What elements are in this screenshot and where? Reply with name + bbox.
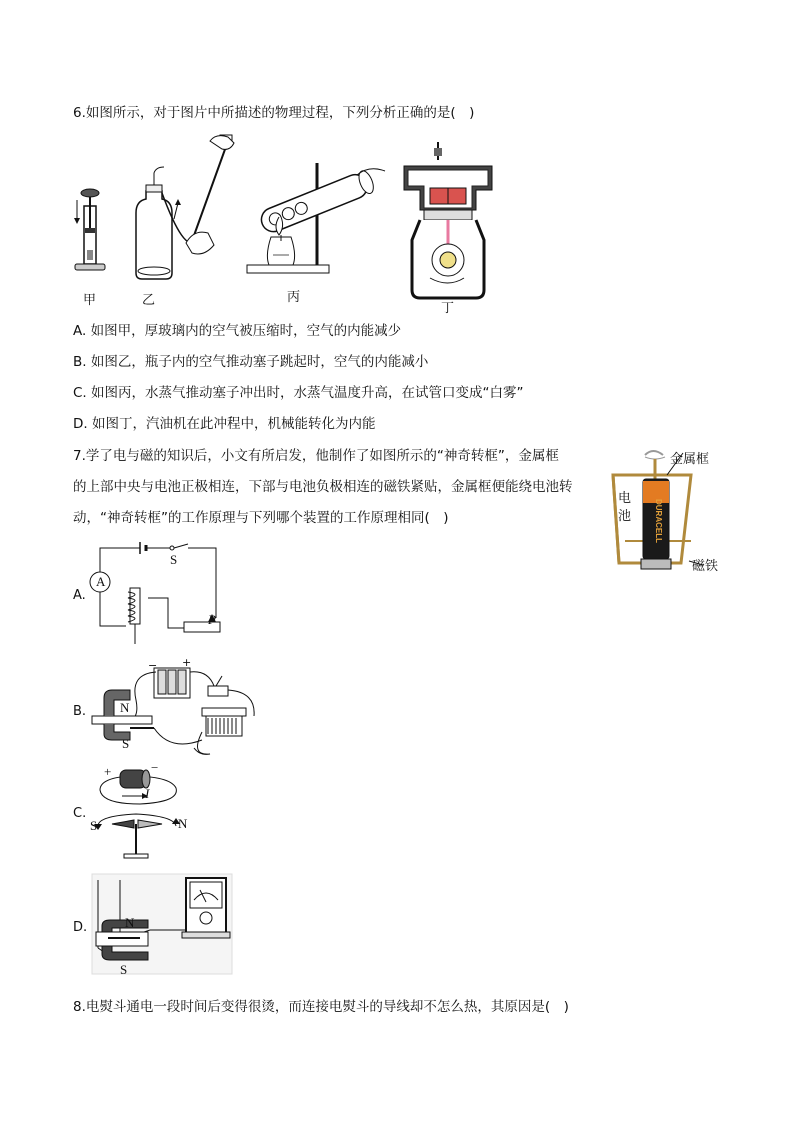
motor-circuit-figure bbox=[90, 660, 262, 758]
c-north-label: N bbox=[178, 816, 188, 831]
c-minus-label: − bbox=[151, 760, 159, 775]
q6-option-b: B. 如图乙，瓶子内的空气推动塞子跳起时，空气的内能减小 bbox=[73, 354, 429, 370]
switch-label-s: S bbox=[170, 552, 178, 567]
fig-label-bing: 丙 bbox=[287, 290, 301, 305]
q7-option-b-letter: B. bbox=[73, 704, 87, 719]
b-north-label: N bbox=[120, 700, 130, 715]
q7-stem-line-2: 的上部中央与电池正极相连，下部与电池负极相连的磁铁紧贴，金属框便能绕电池转 bbox=[73, 479, 573, 495]
b-minus-label: − bbox=[148, 659, 158, 672]
q6-option-d: D. 如图丁，汽油机在此冲程中，机械能转化为内能 bbox=[73, 416, 376, 432]
b-plus-label: + bbox=[182, 656, 192, 669]
q7-option-c-letter: C. bbox=[73, 806, 87, 821]
slider-label-p: P bbox=[208, 612, 216, 627]
fig-label-ding: 丁 bbox=[441, 301, 455, 316]
battery-label-1: 电 bbox=[618, 491, 632, 506]
electromagnet-circuit-figure bbox=[88, 538, 228, 646]
ammeter-symbol: A bbox=[96, 574, 106, 589]
c-current-label: I bbox=[145, 786, 150, 801]
engine-figure bbox=[400, 140, 496, 300]
generator-figure bbox=[90, 872, 240, 976]
c-plus-label: + bbox=[104, 764, 112, 779]
bottle-pump-figure bbox=[124, 133, 246, 281]
frame-label: 金属框 bbox=[670, 452, 710, 467]
q7-option-d-letter: D. bbox=[73, 920, 88, 935]
c-south-label: S bbox=[90, 818, 98, 833]
fire-piston-figure bbox=[70, 188, 110, 278]
q8-stem: 8.电熨斗通电一段时间后变得很烫，而连接电熨斗的导线却不怎么热，其原因是( ) bbox=[73, 999, 569, 1015]
q7-option-a-letter: A. bbox=[73, 588, 86, 603]
fig-label-yi: 乙 bbox=[142, 293, 156, 308]
battery-brand: DURACELL bbox=[654, 499, 663, 543]
q6-stem: 6.如图所示，对于图片中所描述的物理过程，下列分析正确的是( ) bbox=[73, 105, 475, 121]
d-south-label: S bbox=[120, 962, 128, 977]
fig-label-jia: 甲 bbox=[83, 293, 97, 308]
steam-test-tube-figure bbox=[245, 155, 395, 280]
magnet-label: 磁铁 bbox=[692, 559, 719, 574]
d-north-label: N bbox=[125, 915, 135, 930]
b-south-label: S bbox=[122, 736, 130, 751]
q7-stem-line-3: 动，“神奇转框”的工作原理与下列哪个装置的工作原理相同( ) bbox=[73, 510, 449, 526]
battery-label-2: 池 bbox=[618, 509, 632, 524]
q7-stem-line-1: 7.学了电与磁的知识后，小文有所启发，他制作了如图所示的“神奇转框”，金属框 bbox=[73, 448, 559, 464]
q6-option-a: A. 如图甲，厚玻璃内的空气被压缩时，空气的内能减少 bbox=[73, 323, 402, 339]
q6-option-c: C. 如图丙，水蒸气推动塞子冲出时，水蒸气温度升高，在试管口变成“白雾” bbox=[73, 385, 524, 401]
